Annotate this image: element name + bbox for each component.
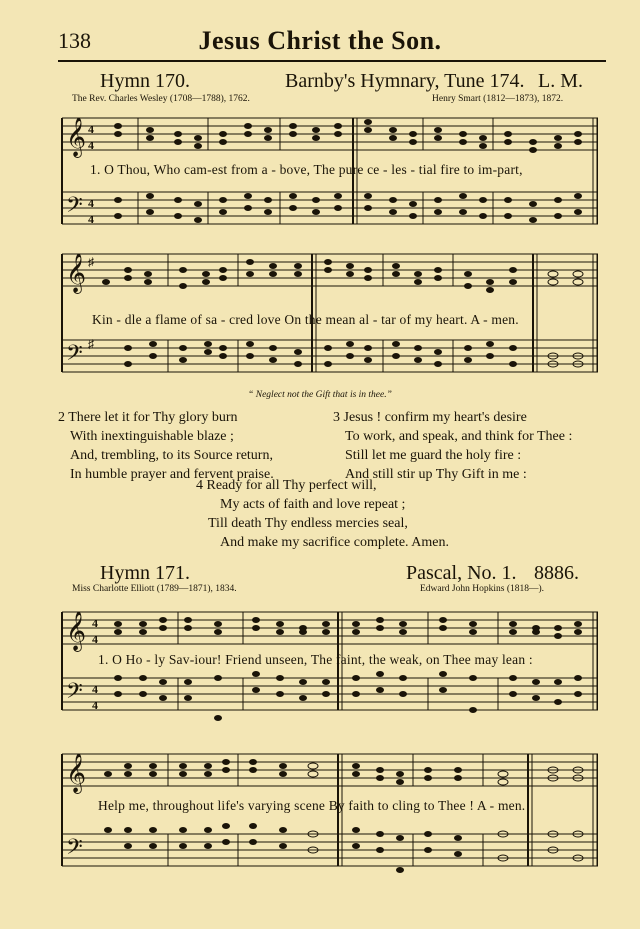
svg-text:4: 4 (92, 616, 98, 630)
hymn-170-number: Hymn 170. (100, 70, 190, 92)
hymn-171-lyric-line-2: Help me, throughout life's varying scene By faith to cling to Thee ! A - men. (98, 798, 526, 813)
svg-text:4: 4 (88, 196, 94, 210)
svg-text:4: 4 (92, 682, 98, 696)
svg-text:𝄞: 𝄞 (66, 755, 87, 792)
svg-text:4: 4 (88, 212, 94, 226)
header-rule (58, 60, 606, 62)
running-title: Jesus Christ the Son. (198, 26, 442, 55)
svg-text:4: 4 (92, 632, 98, 646)
hymn-171-number: Hymn 171. (100, 562, 190, 584)
hymn-171-meter: 8886. (534, 562, 579, 584)
svg-text:♯: ♯ (88, 255, 94, 269)
hymn-170-stanza-3: 3 Jesus ! confirm my heart's desire To work, and speak, and think for Thee : Still let me guard the holy fire : And still stir up Thy Gift in me : (333, 410, 573, 482)
svg-text:𝄢: 𝄢 (66, 341, 83, 370)
svg-text:𝄢: 𝄢 (66, 835, 83, 864)
hymn-170-epigraph: “ Neglect not the Gift that is in thee.” (248, 390, 392, 400)
svg-text:4: 4 (92, 698, 98, 712)
svg-text:𝄢: 𝄢 (66, 193, 83, 222)
svg-text:𝄞: 𝄞 (66, 613, 87, 650)
hymn-170-stanza-2: 2 There let it for Thy glory burn With inextinguishable blaze ; And, trembling, to its Source return, In humble prayer and fervent praise. (58, 410, 274, 482)
hymn-171-author: Miss Charlotte Elliott (1789—1871), 1834. (72, 584, 237, 594)
hymn-171-lyric-line-1: 1. O Ho - ly Sav-iour! Friend unseen, The faint, the weak, on Thee may lean : (98, 652, 533, 667)
hymn-170-author: The Rev. Charles Wesley (1708—1788), 1762. (72, 94, 250, 104)
svg-text:4: 4 (88, 122, 94, 136)
hymn-171-composer: Edward John Hopkins (1818—). (420, 584, 545, 594)
hymn-170-lyric-line-1: 1. O Thou, Who cam-est from a - bove, The pure ce - les - tial fire to im-part, (90, 162, 523, 177)
hymn-170-meter: L. M. (538, 70, 583, 92)
svg-text:𝄞: 𝄞 (66, 119, 87, 156)
hymn-170-stanza-4: 4 Ready for all Thy perfect will, My acts of faith and love repeat ; Till death Thy endless mercies seal, And make my sacrifice complete. Amen. (196, 478, 449, 550)
hymn-170-lyric-line-2: Kin - dle a flame of sa - cred love On the mean al - tar of my heart. A - men. (92, 312, 519, 327)
svg-text:𝄞: 𝄞 (66, 255, 87, 292)
hymn-170-composer: Henry Smart (1812—1873), 1872. (432, 94, 564, 104)
hymn-170-tune: Barnby's Hymnary, Tune 174. (285, 70, 525, 92)
page-number: 138 (58, 28, 91, 53)
svg-text:4: 4 (88, 138, 94, 152)
svg-text:𝄢: 𝄢 (66, 679, 83, 708)
svg-text:♯: ♯ (88, 337, 94, 351)
hymn-171-tune: Pascal, No. 1. (406, 562, 517, 584)
